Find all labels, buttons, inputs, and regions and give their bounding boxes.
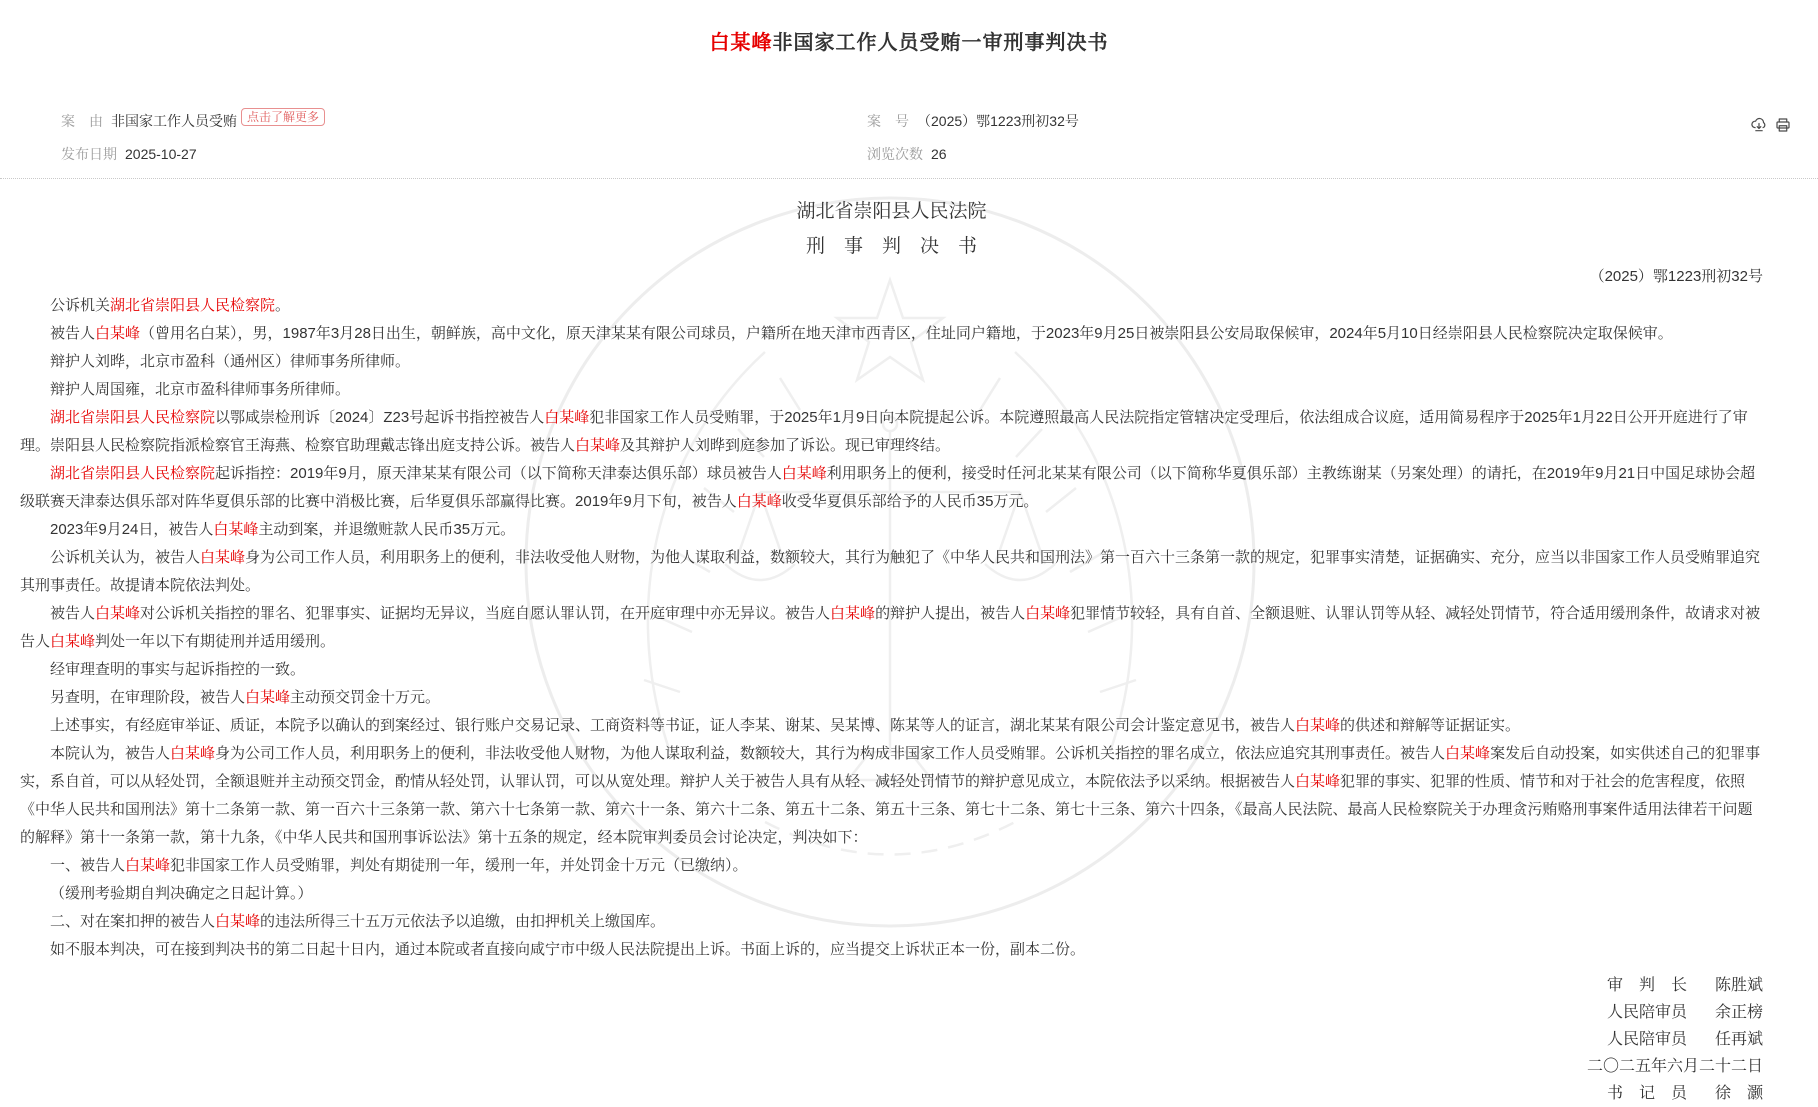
case-meta: [20, 111, 1760, 164]
paragraph-text: 起诉指控：2019年9月，原天津某某有限公司（以下简称天津泰达俱乐部）球员被告人: [215, 465, 782, 482]
download-icon[interactable]: [1750, 116, 1768, 134]
publish-date-label: 发布日期: [61, 146, 117, 162]
paragraph-text: 主动到案，并退缴赃款人民币35万元。: [258, 521, 516, 538]
paragraph-text: 2023年9月24日，被告人: [50, 521, 214, 538]
redacted-name-highlight: 白某峰: [245, 689, 291, 706]
paragraph-text: 以鄂咸崇检刑诉〔2024〕Z23号起诉书指控被告人: [215, 409, 545, 426]
signature-role: 人民陪审员: [1606, 1031, 1687, 1048]
paragraph-text: 犯罪的事实、犯罪的性质、情节和对于社会的危害程度，依照《中华人民共和国刑法》第十二条第一款、第一百六十三条第一款、第六十七条第一款、第六十一条、第六十二条、第五十二条、第五十三条、第七十二条、第七十三条、第六十四条，《最高人民法院、最高人民检察院关于办理贪污贿赂刑事案件适用法律若干问题的解释》第十一条第一款，第十九条，《中华人民共和国刑事诉讼法》第十五条的规定，经本院审判委员会讨论决定，判决如下：: [20, 773, 1753, 846]
paragraph-text: 公诉机关认为，被告人: [50, 549, 201, 566]
redacted-name-highlight: 湖北省崇阳县人民检察院: [50, 465, 216, 482]
signature-name: 陈胜斌: [1714, 977, 1763, 994]
redacted-name-highlight: 白某峰: [544, 409, 590, 426]
paragraph: [20, 320, 1763, 348]
redacted-name-highlight: 白某峰: [736, 493, 782, 510]
paragraph: [20, 880, 1763, 908]
document-toolbar: [1750, 116, 1792, 134]
redacted-name-highlight: 白某峰: [200, 549, 246, 566]
learn-more-badge[interactable]: 点击了解更多: [241, 108, 325, 126]
judge-signature-row: [20, 1026, 1763, 1053]
paragraph: [20, 404, 1763, 460]
publish-date-value: 2025-10-27: [125, 146, 197, 162]
paragraph: [20, 908, 1763, 936]
paragraph: [20, 740, 1763, 852]
print-icon[interactable]: [1774, 116, 1792, 134]
paragraph-text: 二、对在案扣押的被告人: [50, 913, 216, 930]
paragraph-text: 辩护人刘晔，北京市盈科（通州区）律师事务所律师。: [50, 353, 411, 370]
paragraph-text: 如不服本判决，可在接到判决书的第二日起十日内，通过本院或者直接向咸宁市中级人民法院提出上诉。书面上诉的，应当提交上诉状正本一份，副本二份。: [50, 941, 1086, 958]
redacted-name-highlight: 白某峰: [95, 605, 141, 622]
paragraph-text: 收受华夏俱乐部给予的人民币35万元。: [781, 493, 1039, 510]
paragraph-text: 身为公司工作人员，利用职务上的便利，非法收受他人财物，为他人谋取利益，数额较大，其行为触犯了《中华人民共和国刑法》第一百六十三条第一款的规定，犯罪事实清楚，证据确实、充分，应当以非国家工作人员受贿罪追究其刑事责任。故提请本院依法判处。: [20, 549, 1761, 594]
paragraph-text: 本院认为，被告人: [50, 745, 171, 762]
views-value: 26: [931, 146, 947, 162]
page-title-defendant-name: 白某峰: [709, 32, 773, 54]
court-name: 湖北省崇阳县人民法院: [796, 201, 987, 222]
paragraph-text: 及其辩护人刘晔到庭参加了诉讼。现已审理终结。: [620, 437, 951, 454]
meta-row-2: [20, 144, 1760, 164]
redacted-name-highlight: 白某峰: [1445, 745, 1491, 762]
paragraph-text: 经审理查明的事实与起诉指控的一致。: [50, 661, 306, 678]
case-cause-label: 案 由: [61, 113, 103, 129]
case-cause-value: 非国家工作人员受贿: [111, 113, 237, 129]
case-cause-field: [20, 111, 867, 131]
paragraph-text: 案发后自动投案，如实供述自己的犯罪事实，系自首，可以从轻处罚，全额退赃并主动预交罚金，酌情从轻处罚，认罪认罚，可以从宽处理。辩护人关于被告人具有从轻、减轻处罚情节的辩护意见成立，本院依法予以采纳。根据被告人: [20, 745, 1761, 790]
redacted-name-highlight: 白某峰: [830, 605, 876, 622]
signature-block: [20, 972, 1763, 1107]
paragraph-text: 被告人: [50, 325, 96, 342]
paragraph-text: （曾用名白某），男，1987年3月28日出生，朝鲜族，高中文化，原天津某某有限公司球员，户籍所在地天津市西青区，住址同户籍地，于2023年9月25日被崇阳县公安局取保候审，2024年5月10日经崇阳县人民检察院决定取保候审。: [140, 325, 1673, 342]
redacted-name-highlight: 白某峰: [1295, 717, 1341, 734]
paragraph: [20, 936, 1763, 964]
paragraph-text: 犯非国家工作人员受贿罪，判处有期徒刑一年，缓刑一年，并处罚金十万元（已缴纳）。: [170, 857, 748, 874]
case-number-label: 案 号: [867, 113, 909, 129]
page-title-text: 非国家工作人员受贿一审刑事判决书: [772, 32, 1109, 54]
judgment-document: [20, 196, 1763, 1107]
signature-name: 任再斌: [1714, 1031, 1763, 1048]
views-label: 浏览次数: [867, 146, 923, 162]
paragraph-text: 一、被告人: [50, 857, 126, 874]
meta-row-1: [20, 111, 1760, 131]
paragraph: [20, 852, 1763, 880]
case-number-value: （2025）鄂1223刑初32号: [917, 113, 1079, 129]
paragraph-text: 身为公司工作人员，利用职务上的便利，非法收受他人财物，为他人谋取利益，数额较大，其行为构成非国家工作人员受贿罪。公诉机关指控的罪名成立，依法应追究其刑事责任。被告人: [215, 745, 1446, 762]
paragraph-text: 。: [275, 297, 291, 314]
paragraph-text: 的违法所得三十五万元依法予以追缴，由扣押机关上缴国库。: [260, 913, 666, 930]
signature-role: 书 记 员: [1606, 1085, 1687, 1102]
paragraph-text: 犯非国家工作人员受贿罪，于2025年1月9日向本院提起公诉。本院遵照最高人民法院指定管辖决定受理后，依法组成合议庭，适用简易程序于2025年1月22日公开开庭进行了审理。崇阳县人民检察院指派检察官王海燕、检察官助理戴志锋出庭支持公诉。被告人: [20, 409, 1748, 454]
paragraph: [20, 516, 1763, 544]
paragraph-text: 被告人: [50, 605, 96, 622]
paragraph-text: （缓刑考验期自判决确定之日起计算。）: [50, 885, 313, 902]
paragraph: [20, 684, 1763, 712]
case-number-field: [867, 111, 1760, 131]
redacted-name-highlight: 湖北省崇阳县人民检察院: [50, 409, 216, 426]
document-case-number: （2025）鄂1223刑初32号: [1589, 268, 1763, 285]
redacted-name-highlight: 白某峰: [125, 857, 171, 874]
signature-name: 余正榜: [1714, 1004, 1763, 1021]
redacted-name-highlight: 白某峰: [575, 437, 621, 454]
redacted-name-highlight: 白某峰: [95, 325, 141, 342]
redacted-name-highlight: 白某峰: [781, 465, 827, 482]
paragraph-text: 公诉机关: [50, 297, 111, 314]
paragraph-text: 犯罪情节较轻，具有自首、全额退赃、认罪认罚等从轻、减轻处罚情节，符合适用缓刑条件，故请求对被告人: [20, 605, 1761, 650]
redacted-name-highlight: 湖北省崇阳县人民检察院: [110, 297, 276, 314]
redacted-name-highlight: 白某峰: [215, 913, 261, 930]
paragraph-text: 另查明，在审理阶段，被告人: [50, 689, 246, 706]
clerk-signature-row: [20, 1080, 1763, 1107]
paragraph: [20, 600, 1763, 656]
paragraph-text: 判处一年以下有期徒刑并适用缓刑。: [95, 633, 336, 650]
paragraph: [20, 348, 1763, 376]
paragraph: [20, 460, 1763, 516]
paragraph: [20, 656, 1763, 684]
judge-signature-row: [20, 972, 1763, 999]
paragraph: [20, 712, 1763, 740]
paragraph: [20, 292, 1763, 320]
paragraph: [20, 544, 1763, 600]
judgment-date: 二〇二五年六月二十二日: [1586, 1058, 1763, 1075]
paragraph-text: 主动预交罚金十万元。: [290, 689, 441, 706]
redacted-name-highlight: 白某峰: [50, 633, 96, 650]
redacted-name-highlight: 白某峰: [213, 521, 259, 538]
paragraph-text: 的辩护人提出，被告人: [875, 605, 1026, 622]
signature-role: 审 判 长: [1606, 977, 1687, 994]
paragraph: [20, 376, 1763, 404]
paragraph-text: 对公诉机关指控的罪名、犯罪事实、证据均无异议，当庭自愿认罪认罚，在开庭审理中亦无异议。被告人: [140, 605, 831, 622]
redacted-name-highlight: 白某峰: [1295, 773, 1341, 790]
judge-signature-row: [20, 999, 1763, 1026]
page-title: [0, 0, 1818, 55]
paragraph-text: 辩护人周国雍，北京市盈科律师事务所律师。: [50, 381, 351, 398]
redacted-name-highlight: 白某峰: [170, 745, 216, 762]
redacted-name-highlight: 白某峰: [1025, 605, 1071, 622]
meta-divider: [0, 178, 1818, 179]
document-type-title: 刑 事 判 决 书: [805, 236, 977, 257]
signature-role: 人民陪审员: [1606, 1004, 1687, 1021]
publish-date-field: [20, 144, 867, 164]
views-field: [867, 144, 1760, 164]
paragraph-text: 上述事实，有经庭审举证、质证，本院予以确认的到案经过、银行账户交易记录、工商资料等书证，证人李某、谢某、吴某博、陈某等人的证言，湖北某某有限公司会计鉴定意见书，被告人: [50, 717, 1296, 734]
document-paragraphs: [20, 292, 1763, 964]
signature-name: 徐 灏: [1714, 1085, 1763, 1102]
paragraph-text: 的供述和辩解等证据证实。: [1340, 717, 1521, 734]
paragraph-text: 利用职务上的便利，接受时任河北某某有限公司（以下简称华夏俱乐部）主教练谢某（另案处理）的请托，在2019年9月21日中国足球协会超级联赛天津泰达俱乐部对阵华夏俱乐部的比赛中消极比赛，后华夏俱乐部赢得比赛。2019年9月下旬，被告人: [20, 465, 1756, 510]
